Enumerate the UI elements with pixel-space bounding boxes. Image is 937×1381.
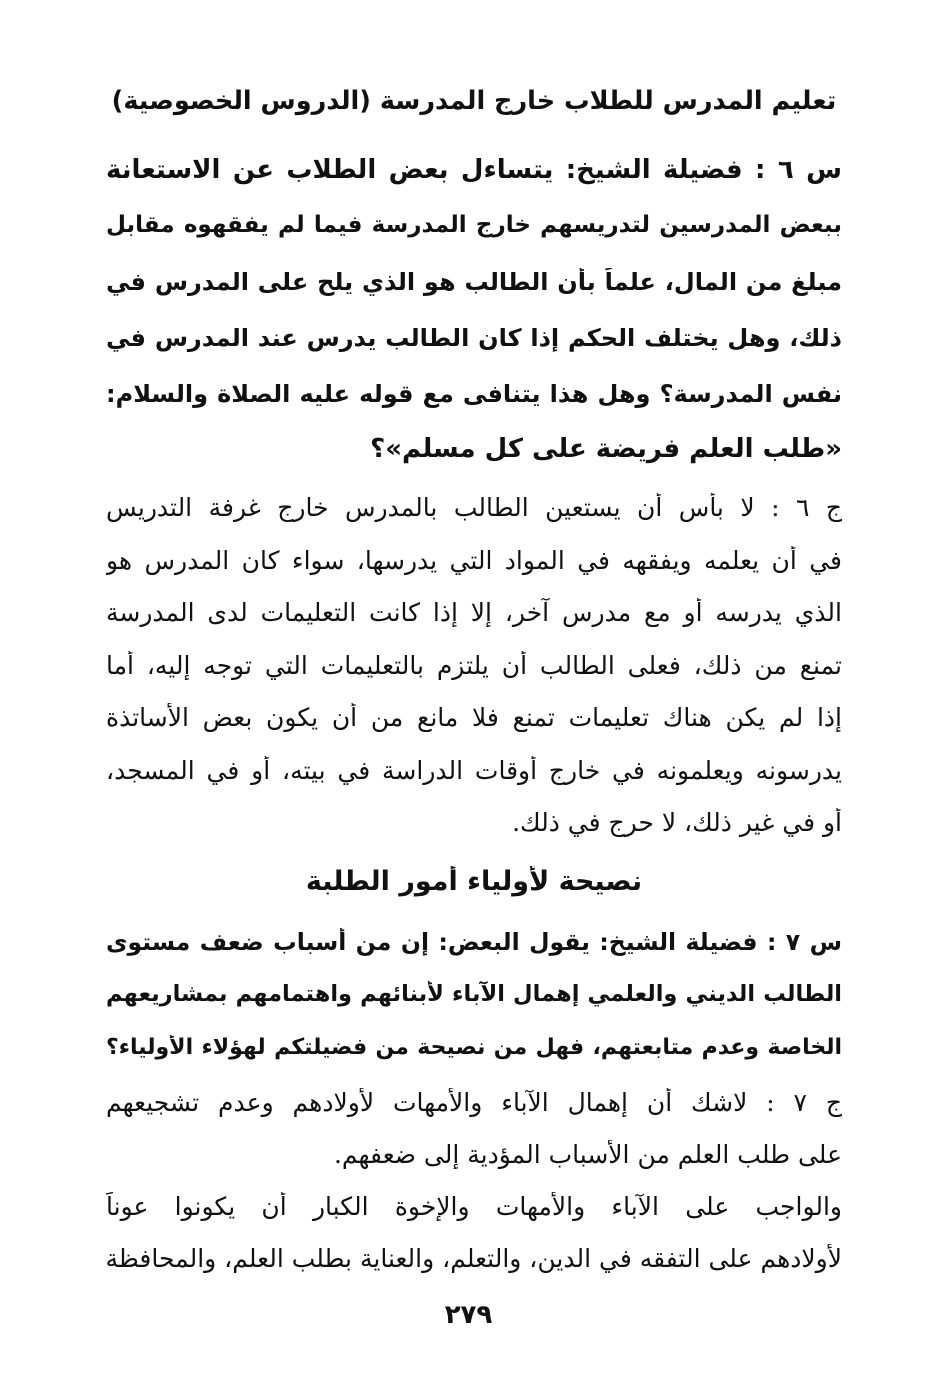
answer-line: الذي يدرسه أو مع مدرس آخر، إلا إذا كانت التعليمات لدى المدرسة	[106, 598, 842, 627]
section-title-parents-advice: نصيحة لأولياء أمور الطلبة	[305, 866, 643, 897]
answer-line: تمنع من ذلك، فعلى الطالب أن يلتزم بالتعليمات التي توجه إليه، أما	[106, 651, 842, 680]
question-line: الخاصة وعدم متابعتهم، فهل من نصيحة من فضيلتكم لهؤلاء الأولياء؟	[106, 1035, 842, 1060]
answer-line: ج ٦ : لا بأس أن يستعين الطالب بالمدرس خارج غرفة التدريس	[106, 493, 842, 522]
question-line: س ٧ : فضيلة الشيخ: يقول البعض: إن من أسباب ضعف مستوى	[106, 928, 842, 956]
question-line: مبلغ من المال، علماً بأن الطالب هو الذي يلح على المدرس في	[106, 268, 842, 296]
answer-line: ج ٧ : لاشك أن إهمال الآباء والأمهات لأولادهم وعدم تشجيعهم	[106, 1088, 842, 1117]
answer-line: في أن يعلمه ويفقهه في المواد التي يدرسها، سواء كان المدرس هو	[106, 546, 842, 575]
answer-line: إذا لم يكن هناك تعليمات تمنع فلا مانع من أن يكون بعض الأساتذة	[106, 703, 842, 732]
question-line: الطالب الديني والعلمي إهمال الآباء لأبنائهم واهتمامهم بمشاريعهم	[106, 981, 842, 1007]
answer-line: لأولادهم على التفقه في الدين، والتعلم، والعناية بطلب العلم، والمحافظة	[106, 1244, 842, 1273]
answer-line: يدرسونه ويعلمونه في خارج أوقات الدراسة في بيته، أو في المسجد،	[106, 756, 842, 785]
question-line: ذلك، وهل يختلف الحكم إذا كان الطالب يدرس عند المدرس في	[106, 324, 842, 352]
question-line: «طلب العلم فريضة على كل مسلم»؟	[370, 434, 842, 464]
answer-line: والواجب على الآباء والأمهات والإخوة الكبار أن يكونوا عوناً	[106, 1192, 842, 1221]
question-line: ببعض المدرسين لتدريسهم خارج المدرسة فيما لم يفقهوه مقابل	[106, 212, 842, 238]
question-line: س ٦ : فضيلة الشيخ: يتساءل بعض الطلاب عن الاستعانة	[106, 155, 842, 185]
section-title-private-lessons: تعليم المدرس للطلاب خارج المدرسة (الدروس الخصوصية)	[111, 86, 837, 116]
page-number: ٢٧٩	[444, 1300, 493, 1330]
question-line: نفس المدرسة؟ وهل هذا يتنافى مع قوله عليه الصلاة والسلام:	[106, 380, 842, 408]
answer-line: على طلب العلم من الأسباب المؤدية إلى ضعفهم.	[333, 1140, 842, 1169]
answer-line: أو في غير ذلك، لا حرج في ذلك.	[512, 808, 842, 837]
